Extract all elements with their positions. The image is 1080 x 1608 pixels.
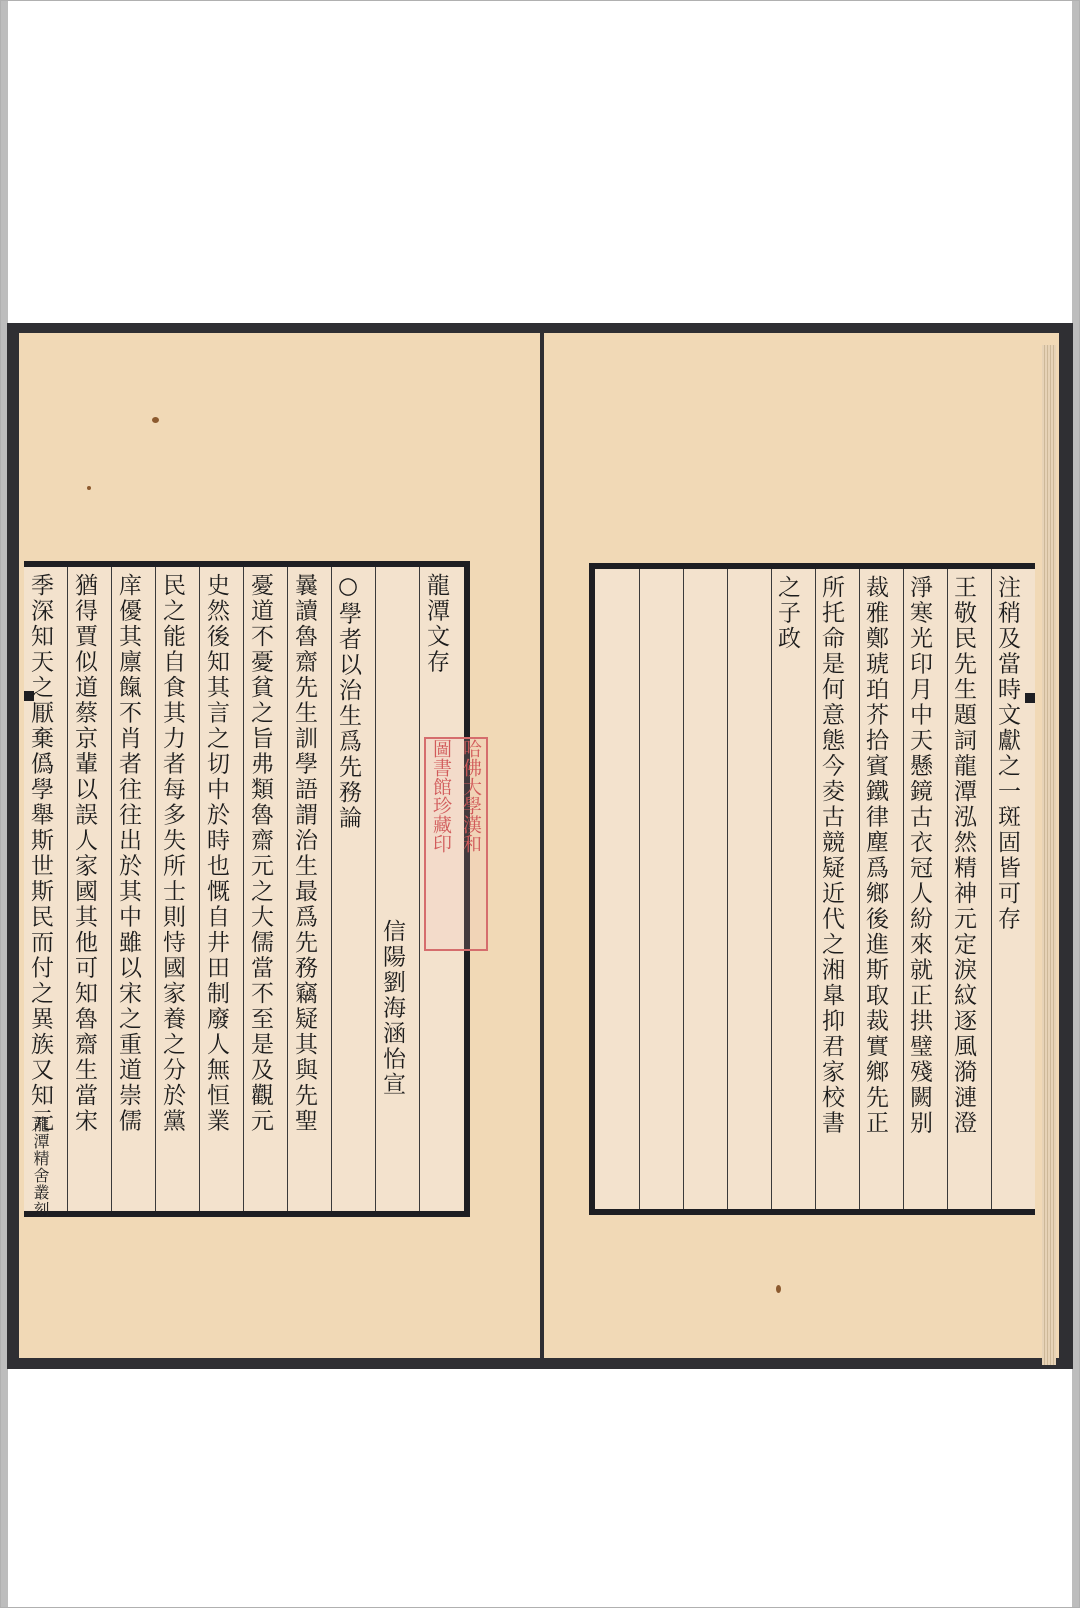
column-rule <box>683 569 684 1209</box>
text-column: 民之能自食其力者每多失所士則恃國家養之分於黨 <box>159 573 185 1134</box>
text-column: 裁雅鄭琥珀芥拾賓鐵律塵爲鄉後進斯取裁實鄉先正 <box>862 575 888 1136</box>
column-rule <box>639 569 640 1209</box>
text-column: 憂道不憂貧之旨弗類魯齋元之大儒當不至是及觀元 <box>247 573 273 1134</box>
book-title: 龍潭文存 <box>423 573 449 675</box>
book-scan-spread <box>7 323 1073 1369</box>
right-page <box>544 333 1059 1358</box>
foxing-spot <box>152 417 159 423</box>
column-rule <box>771 569 772 1209</box>
column-rule <box>727 569 728 1209</box>
text-column: 王敬民先生題詞龍潭泓然精神元定淚紋逐風漪漣澄 <box>950 575 976 1136</box>
left-text-frame <box>24 561 470 1217</box>
library-seal <box>424 737 488 951</box>
left-page <box>19 333 540 1358</box>
seal-line: 哈佛大學漢和 <box>460 739 482 853</box>
text-column: 庠優其廪餼不肖者往往出於其中雖以宋之重道崇儒 <box>115 573 141 1134</box>
text-column: 季深知天之厭棄僞學舉斯世斯民而付之異族又知元 <box>27 573 53 1134</box>
text-column: 所托命是何意態今夌古競疑近代之湘臯抑君家校書 <box>818 575 844 1136</box>
column-rule <box>375 567 376 1211</box>
text-column: 曩讀魯齋先生訓學語謂治生最爲先務竊疑其與先聖 <box>291 573 317 1134</box>
right-text-frame <box>589 563 1035 1215</box>
text-column: 史然後知其言之切中於時也慨自井田制廢人無恒業 <box>203 573 229 1134</box>
essay-title: ○學者以治生爲先務論 <box>335 573 361 831</box>
author-line: 信陽劉海涵怡宣 <box>379 919 405 1098</box>
foxing-spot <box>87 486 91 490</box>
foxing-spot <box>776 1285 781 1293</box>
text-column: 之子政 <box>774 575 800 652</box>
margin-imprint: 龍潭精舍叢刻 <box>31 1116 50 1218</box>
text-column: 猶得賈似道蔡京輩以誤人家國其他可知魯齋生當宋 <box>71 573 97 1134</box>
text-column: 淨寒光印月中天懸鏡古衣冠人紛來就正拱璧殘闕别 <box>906 575 932 1136</box>
text-column: 注稍及當時文獻之一斑固皆可存 <box>994 575 1020 932</box>
page-edges <box>1042 345 1056 1365</box>
viewer-right-border <box>1072 0 1080 1608</box>
seal-line: 圖書館珍藏印 <box>430 739 452 853</box>
